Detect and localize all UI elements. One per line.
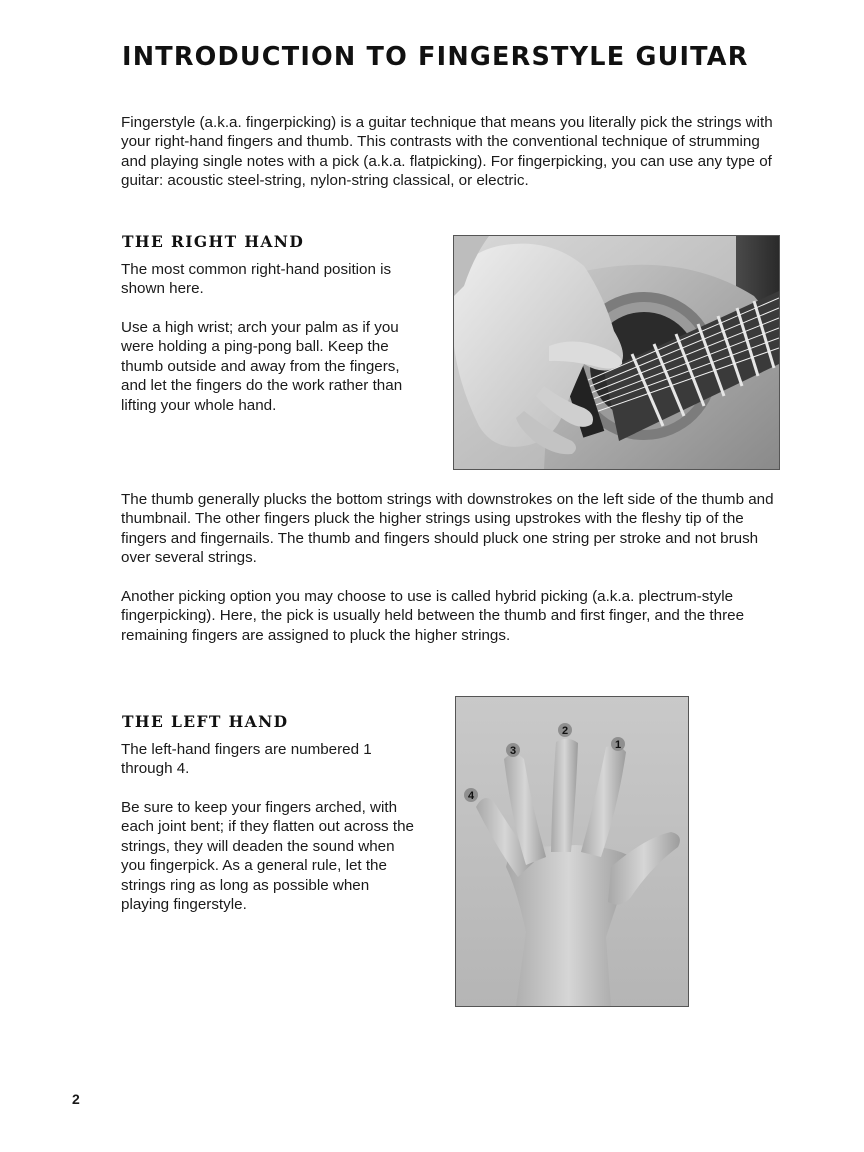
intro-paragraph: Fingerstyle (a.k.a. fingerpicking) is a guitar technique that means you literally pick the strings with your right-hand fingers and thumb. This contrasts with the conventional technique of strumming and playing single notes with a pick (a.k.a. flatpicking). For fingerpicking, you can use any type of guitar: acoustic steel-string, nylon-string classical, or electric. — [121, 114, 773, 190]
page-number: 2 — [72, 1091, 80, 1107]
finger-label-1: 1 — [614, 739, 622, 751]
page-title: INTRODUCTION TO FINGERSTYLE GUITAR — [122, 42, 749, 72]
hybrid-picking-paragraph: Another picking option you may choose to use is called hybrid picking (a.k.a. plectrum-style fingerpicking). Here, the pick is usually held between the thumb and first finger, and the three remaining fingers are assigned to pluck the higher strings. — [121, 588, 745, 644]
right-hand-guitar-illustration — [454, 236, 779, 469]
finger-label-3: 3 — [509, 745, 517, 757]
right-hand-photo — [453, 235, 780, 470]
left-hand-illustration — [456, 697, 688, 1006]
right-hand-paragraph-2: Use a high wrist; arch your palm as if you were holding a ping-pong ball. Keep the thumb outside and away from the fingers, and let the fingers do the work rather than lifting your whole hand. — [121, 319, 403, 414]
left-hand-photo — [455, 696, 689, 1007]
finger-label-2: 2 — [561, 725, 569, 737]
left-hand-paragraph-1: The left-hand fingers are numbered 1 through 4. — [121, 741, 372, 778]
left-hand-paragraph-2: Be sure to keep your fingers arched, with each joint bent; if they flatten out across the strings, they will deaden the sound when you fingerpick. As a general rule, let the strings ring as long as possible when playing fingerstyle. — [121, 799, 414, 914]
thumb-paragraph: The thumb generally plucks the bottom strings with downstrokes on the left side of the thumb and thumbnail. The other fingers pluck the higher strings using upstrokes with the fleshy tip of the fingers and fingernails. The thumb and fingers should pluck one string per stroke and not brush over several strings. — [121, 491, 774, 567]
right-hand-heading: THE RIGHT HAND — [122, 232, 305, 251]
finger-label-4: 4 — [467, 790, 475, 802]
left-hand-heading: THE LEFT HAND — [122, 712, 289, 731]
right-hand-paragraph-1: The most common right-hand position is shown here. — [121, 261, 392, 298]
